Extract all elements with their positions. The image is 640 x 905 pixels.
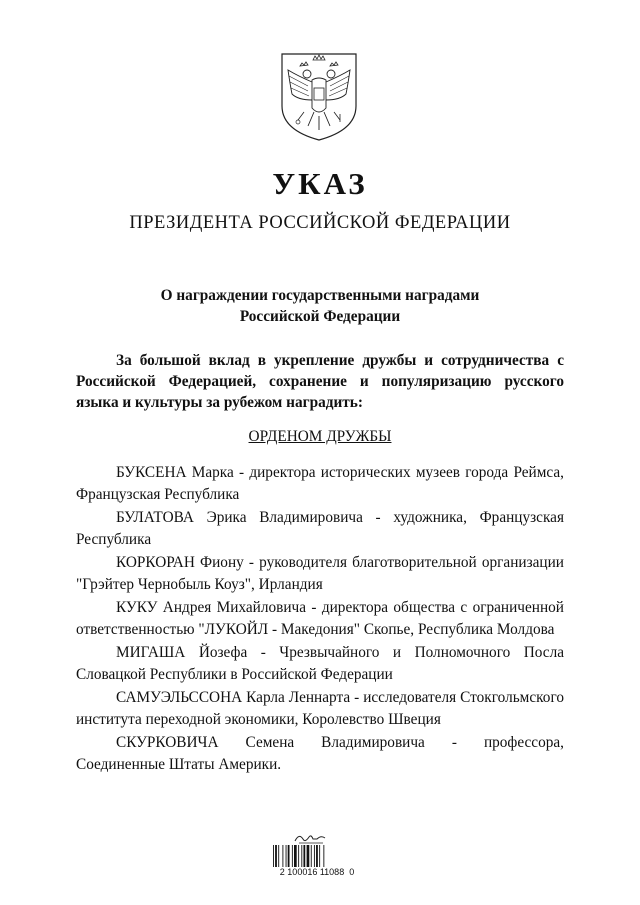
barcode-bar	[311, 845, 312, 867]
barcode-bar	[316, 845, 318, 867]
barcode-bar	[288, 845, 290, 867]
awardee-entry: СКУРКОВИЧА Семена Владимировича - профессора, Соединенные Штаты Америки.	[76, 734, 564, 773]
document-subtitle: ПРЕЗИДЕНТА РОССИЙСКОЙ ФЕДЕРАЦИИ	[129, 213, 511, 233]
awardee-entry: КОРКОРАН Фиону - руководителя благотворительной организации "Грэйтер Чернобыль Коуз", Ирландия	[76, 554, 564, 593]
awardee-entry: МИГАША Йозефа - Чрезвычайного и Полномочного Посла Словацкой Республики в Российской Федерации	[76, 644, 564, 683]
barcode-bar	[307, 845, 310, 867]
award-name: ОРДЕНОМ ДРУЖБЫ	[248, 428, 392, 445]
barcode-icon	[272, 845, 348, 869]
decree-heading	[100, 285, 540, 327]
barcode-bar	[323, 845, 324, 867]
decree-heading-line: О награждении государственными наградами	[160, 287, 480, 304]
document-title: УКАЗ	[272, 166, 368, 201]
barcode-bar	[314, 845, 315, 867]
barcode-bar	[319, 845, 320, 867]
barcode-bar	[273, 845, 274, 867]
awardee-entry: БУКСЕНА Марка - директора исторических музеев города Реймса, Французская Республика	[76, 464, 564, 503]
awardee-list	[76, 462, 564, 777]
barcode-bar	[282, 845, 283, 867]
barcode-bar	[275, 845, 277, 867]
decree-heading-line: Российской Федерации	[239, 308, 401, 325]
awardee-entry: КУКУ Андрея Михайловича - директора общества с ограниченной ответственностью "ЛУКОЙЛ - Македония" Скопье, Республика Молдова	[76, 599, 564, 638]
awardee-entry: БУЛАТОВА Эрика Владимировича - художника, Французская Республика	[76, 509, 564, 548]
handwritten-initials	[291, 831, 331, 845]
barcode-bar	[278, 845, 279, 867]
barcode-number: 2 100016 11088 0	[279, 867, 355, 877]
barcode-bar	[294, 845, 297, 867]
barcode-bar	[298, 845, 299, 867]
coat-of-arms-icon	[278, 50, 360, 142]
barcode-bar	[301, 845, 302, 867]
awardee-entry: САМУЭЛЬССОНА Карла Леннарта - исследователя Стокгольмского института переходной экономики, Королевство Швеция	[76, 689, 564, 728]
barcode-bar	[292, 845, 293, 867]
barcode-bar	[303, 845, 305, 867]
barcode-bar	[286, 845, 287, 867]
decree-preamble: За большой вклад в укрепление дружбы и сотрудничества с Российской Федерацией, сохранение и популяризацию русского языка и культуры за рубежом наградить:	[76, 352, 564, 411]
